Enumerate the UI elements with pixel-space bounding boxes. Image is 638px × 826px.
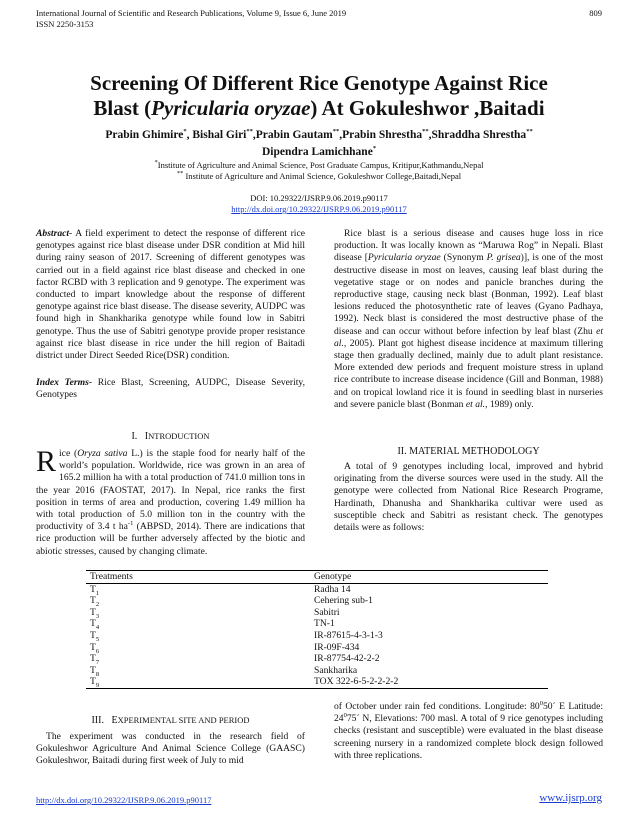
treatment-cell: $T_2$ — [90, 595, 100, 609]
table-header-row — [86, 571, 548, 584]
abstract: Abstract- A field experiment to detect the response of different rice genotypes against rice blast disease under DSR condition at Mid hill during rainy season of 2017. Screening of different genotypes was carried out in a field against rice blast disease and checked in one factor RCBD with 3 replication and 9 genotype. The experiment was conducted to impart knowledge about the response of different genotype against rice blast disease. The disease severity, AUDPC was found high in Shankharika genotype while found low in Sabitri genotype. Thus the use of Sabitri genotype provide proper resistance against rice blast disease in rice under the hill region of Baitadi district under Direct Seeded Rice(DSR) condition. — [36, 228, 305, 362]
rice-blast-paragraph: Rice blast is a serious disease and causes huge loss in rice production. It was locally known as “Maruwa Rog” in Nepali. Blast disease [Pyricularia oryzae (Synonym P. grisea)], is one of the most destructive disease in most on leaves, causing leaf blast during the vegetative stage or on nodes and panicle branches during the reproductive stage, causing neck blast (Bonman, 1992). Leaf blast lesions reduced the photosynthetic rate of leaves (Gyano Padhaya, 1992). Neck blast is considered the most destructive phase of the disease and can occur without before infection by leaf blast (Zhu et al., 2005). Plant got highest disease incidence at maximum tillering stage then gradually declined, mainly due to adult plant resistance. More extended dew periods and frequent moisture stress in upland rice contribute to increase disease incidence (Gill and Bonman, 1988) and on tropical lowland rice it is found in seedling blast in nurseries and severe panicle blast (Bonman et al., 1989) only. — [334, 228, 603, 410]
treatment-cell: $T_5$ — [90, 629, 100, 643]
section-heading-introduction: I. INTRODUCTION — [131, 431, 210, 442]
genotype-cell: Cehering sub-1 — [314, 595, 373, 607]
doi-link[interactable]: http://dx.doi.org/10.29322/IJSRP.9.06.2019.p90117 — [231, 204, 407, 214]
table-row — [86, 583, 548, 595]
issn: ISSN 2250-3153 — [36, 19, 94, 29]
introduction-paragraph: Rice (Oryza sativa L.) is the staple food for nearly half of the world’s population. Worldwide, rice was grown in an area of 165.2 million ha with a total production of 741.0 million tons in the year 2016 (FAOSTAT, 2017). In Nepal, rice ranks the first position in terms of area and production, covering 1.49 million ha with total production of 5.0 million ton in the country with the productivity of 3.4 t $ha^{-1}$ (ABPSD, 2014). There are indications that rice production will be further adversely affected by the biotic and abiotic stresses, caused by changing climate. — [36, 445, 305, 557]
table-row — [86, 630, 548, 642]
genotype-cell: Sankharika — [314, 664, 358, 676]
treatment-cell: $T_4$ — [90, 618, 100, 632]
table-row — [86, 618, 548, 630]
site-details-paragraph: of October under rain fed conditions. Longitude: $80^050´$ E Latitude: $24^075´$ N, Elevations: 700 masl. A total of 9 rice genotypes including checks (resistant and susceptible) were evaluated in the blast disease screening nursery in a randomized complete block design followed with three replications. — [334, 699, 603, 761]
section-heading-methodology: II. MATERIAL METHODOLOGY — [397, 446, 540, 457]
genotype-cell: TOX 322-6-5-2-2-2-2 — [310, 676, 548, 688]
table-row — [86, 665, 548, 677]
treatment-cell: $T_3$ — [90, 606, 100, 620]
column-header: Treatments — [86, 571, 310, 584]
page-number: 809 — [589, 8, 602, 18]
author-list: Prabin Ghimire*, Bishal Giri**,Prabin Gautam**,Prabin Shrestha**,Shraddha Shrestha** — [105, 128, 533, 141]
table-row — [86, 642, 548, 654]
treatment-cell: $T_6$ — [90, 641, 100, 655]
drop-cap: R — [36, 445, 57, 478]
treatment-cell: $T_1$ — [90, 583, 100, 597]
experimental-site-paragraph: The experiment was conducted in the research field of Gokuleshwor Agriculture And Animal Science College (GAASC) Gokuleshwor, Baitadi during first week of July to mid — [36, 731, 305, 767]
table-row — [86, 607, 548, 619]
paper-title-line-2: Blast (Pyricularia oryzae) At Gokuleshwor ,Baitadi — [93, 96, 545, 120]
footer-site-link[interactable]: www.ijsrp.org — [539, 792, 602, 804]
column-header: Genotype — [310, 571, 548, 584]
table-row — [86, 676, 548, 688]
table-row — [86, 595, 548, 607]
genotype-cell: TN-1 — [314, 618, 335, 630]
methodology-paragraph: A total of 9 genotypes including local, improved and hybrid originating from the diverse sources were used in the study. All the genotype were collected from National Rice Research Programe, Hardinath, Dhanusha and Shankharika cultivar were used as susceptible check and Sabitri as resistant check. The genotypes details were as follows: — [334, 461, 603, 534]
journal-header: International Journal of Scientific and Research Publications, Volume 9, Issue 6, June 2019 — [36, 8, 347, 18]
doi-text: DOI: 10.29322/IJSRP.9.06.2019.p90117 — [250, 193, 388, 203]
paper-title-line-1: Screening Of Different Rice Genotype Against Rice — [90, 71, 548, 95]
treatment-cell: $T_8$ — [90, 664, 100, 678]
affiliation-1: *Institute of Agriculture and Animal Science, Post Graduate Campus, Kritipur,Kathmandu,Nepal — [154, 159, 484, 170]
index-terms: Index Terms- Rice Blast, Screening, AUDPC, Disease Severity, Genotypes — [36, 377, 305, 401]
genotype-cell: IR-87754-42-2-2 — [314, 653, 380, 665]
genotype-cell: IR-09F-434 — [314, 641, 360, 653]
genotype-cell: Radha 14 — [314, 583, 351, 595]
affiliation-2: ** Institute of Agriculture and Animal Science, Gokuleshwor College,Baitadi,Nepal — [176, 170, 462, 181]
genotype-cell: Sabitri — [314, 606, 340, 618]
genotype-table — [86, 570, 548, 689]
treatment-cell: $T_9$ — [86, 676, 310, 688]
section-heading-experimental-site: III. EXPERIMENTAL SITE AND PERIOD — [91, 715, 250, 726]
author-list-line-2: Dipendra Lamichhane* — [261, 145, 377, 158]
treatment-cell: $T_7$ — [90, 653, 100, 667]
table-row — [86, 653, 548, 665]
genotype-cell: IR-87615-4-3-1-3 — [314, 629, 383, 641]
footer-doi-link[interactable]: http://dx.doi.org/10.29322/IJSRP.9.06.2019.p90117 — [36, 795, 212, 805]
